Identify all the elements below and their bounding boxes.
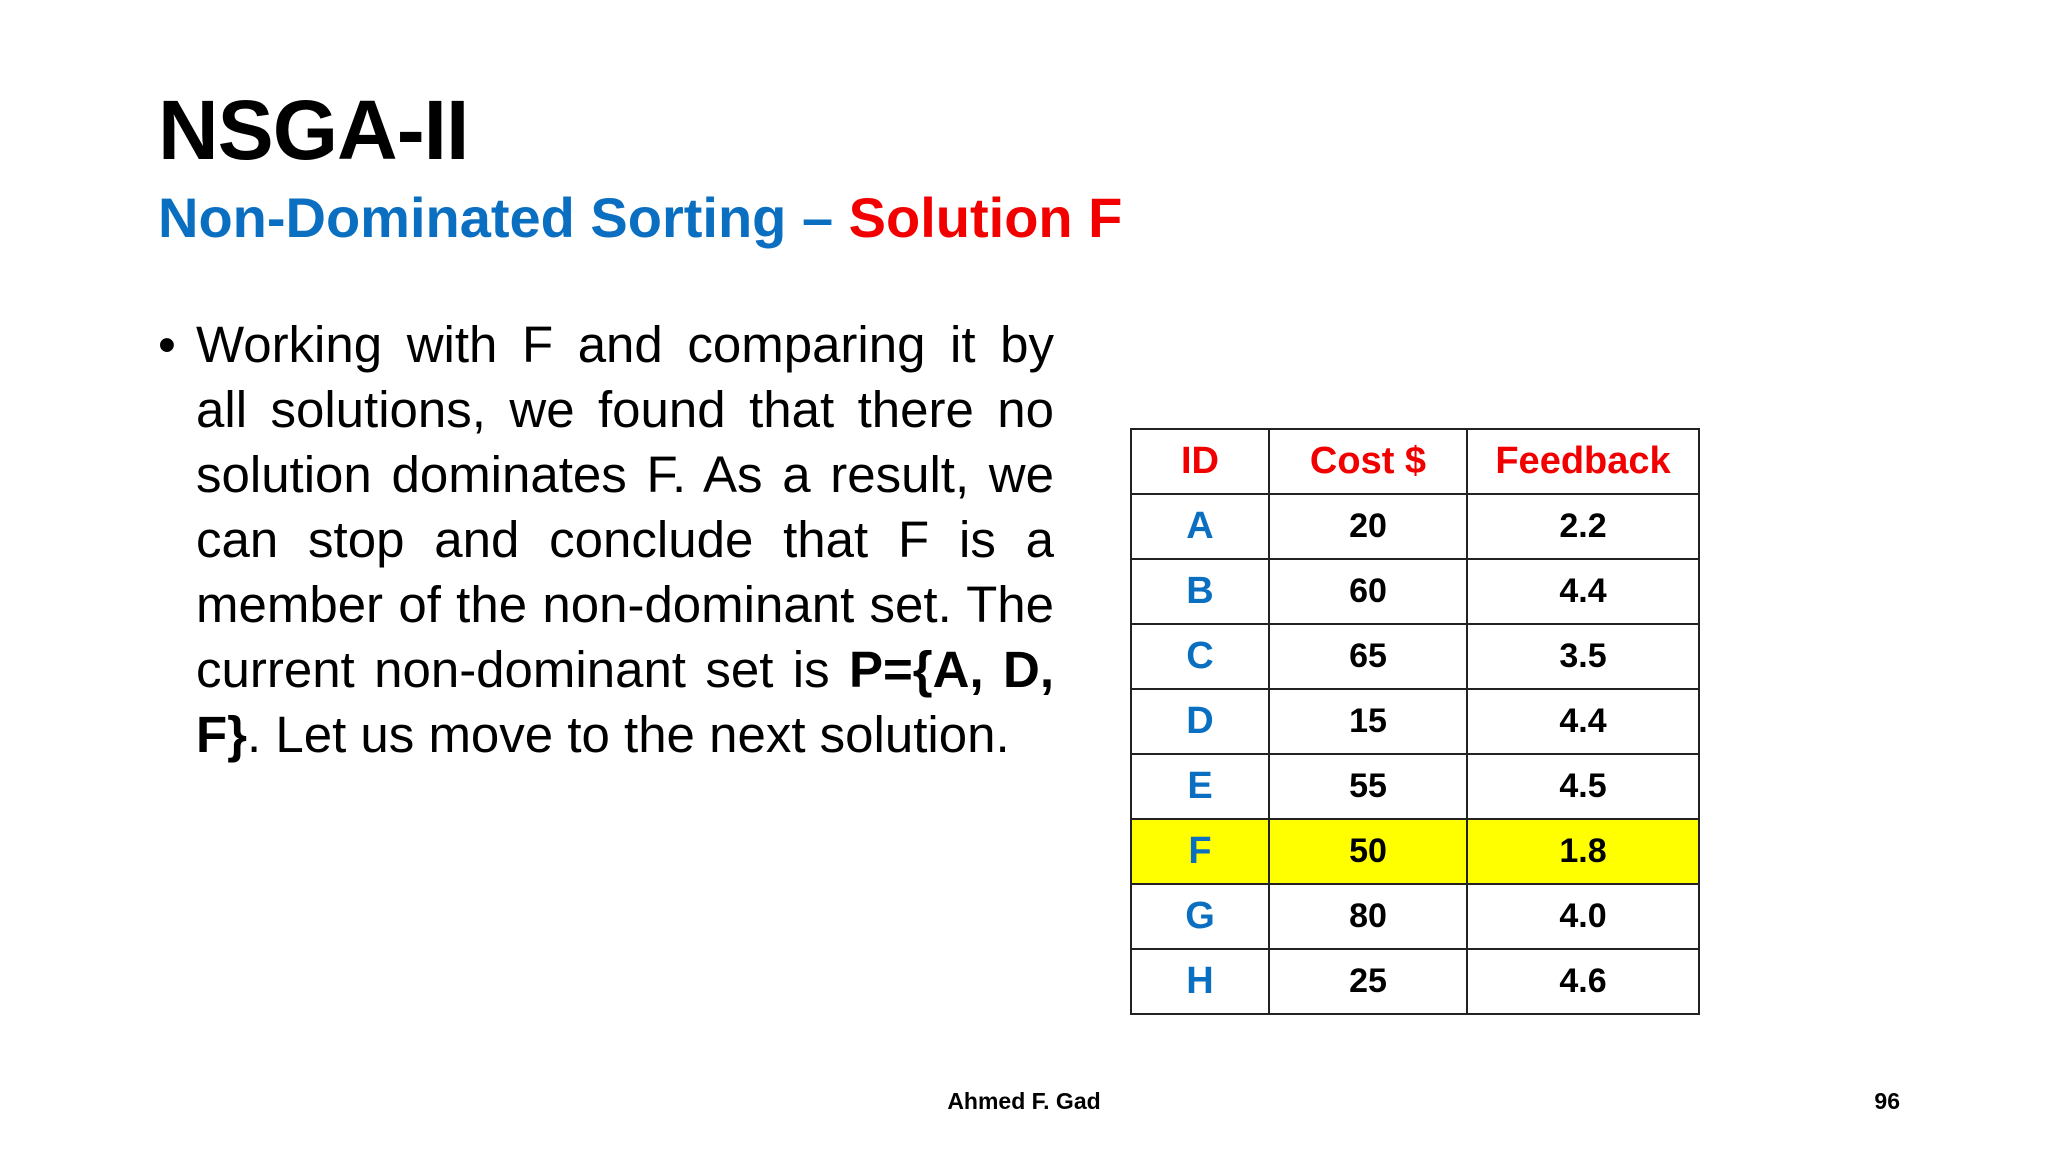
table-row (1131, 559, 1699, 624)
solutions-table (1130, 428, 1700, 1015)
cell-id: C (1131, 624, 1269, 689)
cell-cost: 25 (1269, 949, 1467, 1014)
table-row (1131, 624, 1699, 689)
subtitle-solution: Solution F (848, 186, 1123, 249)
bullet-dot-icon: • (158, 316, 176, 373)
cell-feedback: 4.6 (1467, 949, 1699, 1014)
table-row-highlighted (1131, 819, 1699, 884)
cell-feedback: 4.4 (1467, 559, 1699, 624)
cell-id: A (1131, 494, 1269, 559)
header-id: ID (1131, 429, 1269, 494)
header-feedback: Feedback (1467, 429, 1699, 494)
cell-feedback: 2.2 (1467, 494, 1699, 559)
footer-author: Ahmed F. Gad (947, 1088, 1101, 1114)
cell-cost: 60 (1269, 559, 1467, 624)
bullet-text (196, 312, 1054, 767)
cell-cost: 80 (1269, 884, 1467, 949)
header-cost: Cost $ (1269, 429, 1467, 494)
cell-feedback: 1.8 (1467, 819, 1699, 884)
page-number: 96 (1874, 1088, 1900, 1114)
subtitle-topic: Non-Dominated Sorting – (158, 186, 849, 249)
cell-id: F (1131, 819, 1269, 884)
cell-cost: 20 (1269, 494, 1467, 559)
cell-id: B (1131, 559, 1269, 624)
bullet-text-start: Working with F and comparing it by all solutions, we found that there no solution dominates F. As a result, we can stop and conclude that F is a member of the non-dominant set. The current non-dominant set is (196, 316, 1054, 698)
cell-feedback: 4.4 (1467, 689, 1699, 754)
table-row (1131, 949, 1699, 1014)
cell-cost: 15 (1269, 689, 1467, 754)
table-row (1131, 689, 1699, 754)
cell-cost: 50 (1269, 819, 1467, 884)
cell-feedback: 3.5 (1467, 624, 1699, 689)
cell-id: G (1131, 884, 1269, 949)
cell-cost: 55 (1269, 754, 1467, 819)
bullet-text-end: . Let us move to the next solution. (247, 706, 1010, 763)
cell-feedback: 4.5 (1467, 754, 1699, 819)
table-row (1131, 754, 1699, 819)
table-row (1131, 494, 1699, 559)
cell-id: E (1131, 754, 1269, 819)
cell-id: D (1131, 689, 1269, 754)
nondominant-set: P={A, D, F} (196, 641, 1054, 763)
table-header-row (1131, 429, 1699, 494)
cell-cost: 65 (1269, 624, 1467, 689)
slide-title: NSGA-II (158, 83, 469, 177)
slide-subtitle (158, 186, 1123, 249)
table-row (1131, 884, 1699, 949)
cell-id: H (1131, 949, 1269, 1014)
cell-feedback: 4.0 (1467, 884, 1699, 949)
bullet-point (158, 312, 1058, 767)
